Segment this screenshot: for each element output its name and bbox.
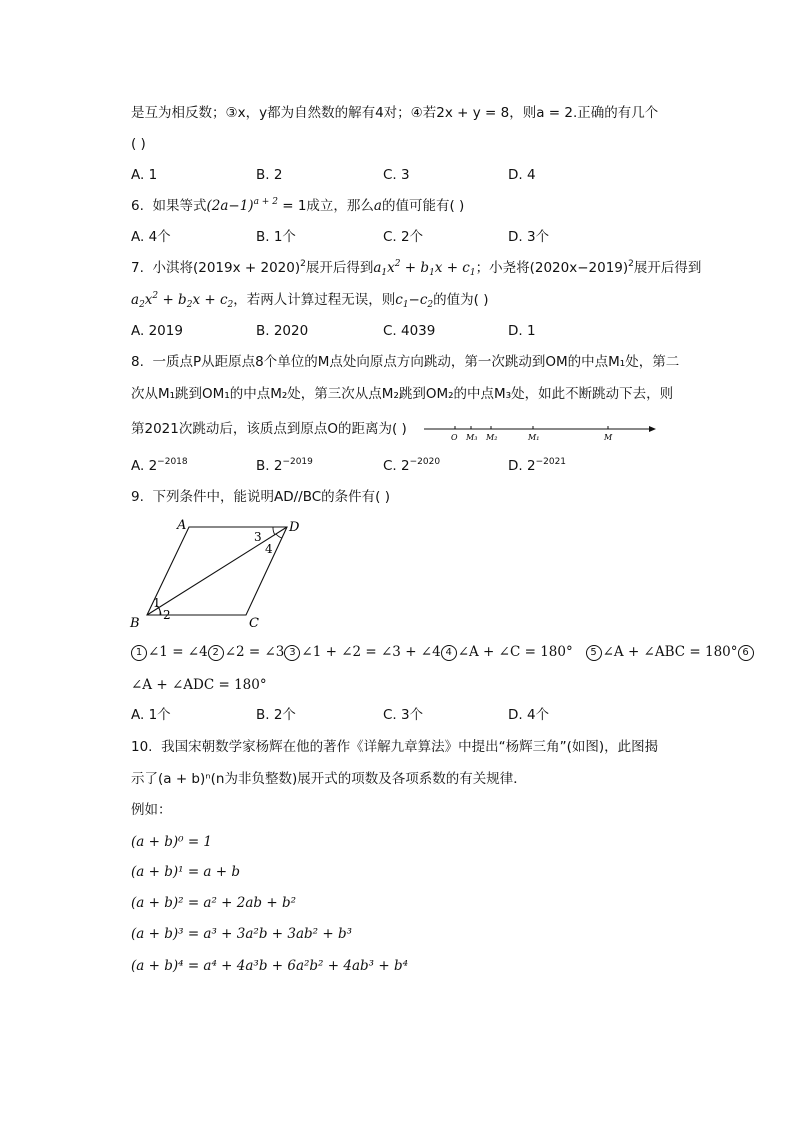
q5-option-c: C. 3 <box>383 167 410 183</box>
angle-2-label: 2 <box>163 608 171 622</box>
q8-option-a-base: A. 2 <box>131 458 158 474</box>
angle-4-label: 4 <box>265 542 273 556</box>
q10-text-line3: 例如： <box>131 802 172 818</box>
q9-option-a: A. 1个 <box>131 707 171 723</box>
q6-text <box>131 196 464 216</box>
condition-6-marker: 6 <box>738 645 754 661</box>
condition-4-text: ∠A + ∠C = 180° <box>457 644 573 660</box>
q7-expr-2: $a_2x^2 + b_2x + c_2$ <box>131 291 234 310</box>
q9-number: 9. <box>131 489 144 505</box>
condition-2-text: ∠2 = ∠3 <box>224 644 285 660</box>
q8-options <box>131 456 691 476</box>
q6-number: 6. <box>131 198 144 214</box>
q5-option-b: B. 2 <box>256 167 283 183</box>
q7-exp-2: 2 <box>628 259 634 269</box>
q10-equation-1: (a + b)¹ = a + b <box>131 864 241 880</box>
q8-option-b <box>256 456 313 476</box>
q7-number: 7. <box>131 260 144 276</box>
q8-text-line2: 次从M₁跳到OM₁的中点M₂处，第三次从点M₂跳到OM₂的中点M₃处，如此不断跳动下去，则 <box>131 386 674 402</box>
vertex-b-label: B <box>130 616 140 631</box>
q9-conditions-line1 <box>131 642 755 662</box>
q6-option-a: A. 4个 <box>131 229 171 245</box>
q9-option-c: C. 3个 <box>383 707 424 723</box>
q7-line1-d: 展开后得到 <box>633 260 702 276</box>
q8-number-line <box>420 420 664 444</box>
condition-1-marker: 1 <box>131 645 147 661</box>
q8-option-b-exp: −2019 <box>282 457 313 467</box>
q9-conditions-line2: ∠A + ∠ADC = 180° <box>131 677 267 693</box>
q7-line1-c: ；小尧将(2020x−2019) <box>475 260 629 276</box>
q8-option-d-base: D. 2 <box>508 458 536 474</box>
q9-question: 下列条件中，能说明AD//BC的条件有( ) <box>152 489 390 505</box>
q5-option-a: A. 1 <box>131 167 158 183</box>
q6-options <box>131 227 691 247</box>
q7-line2-c: 的值为( ) <box>433 292 489 308</box>
q9-text <box>131 487 390 507</box>
q9-parallelogram-figure <box>125 514 310 634</box>
q7-option-c: C. 4039 <box>383 323 436 339</box>
q7-option-a: A. 2019 <box>131 323 183 339</box>
q7-option-b: B. 2020 <box>256 323 309 339</box>
q7-text-line2 <box>131 290 488 310</box>
condition-3-marker: 3 <box>284 645 300 661</box>
q9-option-b: B. 2个 <box>256 707 296 723</box>
q6-text-b: = 1成立，那么 <box>277 198 374 214</box>
q10-equation-4: (a + b)⁴ = a⁴ + 4a³b + 6a²b² + 4ab³ + b⁴ <box>131 958 409 974</box>
q6-exponent: a + 2 <box>253 197 278 207</box>
q6-text-c: 的值可能有( ) <box>381 198 465 214</box>
q10-text-line2: 示了(a + b)ⁿ(n为非负整数)展开式的项数及各项系数的有关规律． <box>131 771 527 787</box>
q9-option-d: D. 4个 <box>508 707 550 723</box>
q8-text-line3: 第2021次跳动后，该质点到原点O的距离为( ) <box>131 421 407 437</box>
q7-options <box>131 321 691 341</box>
q5-text-line2: ( ) <box>131 136 146 152</box>
q10-equation-0: (a + b)⁰ = 1 <box>131 834 213 850</box>
label-m1: M₁ <box>528 433 540 442</box>
q8-text-line1 <box>131 352 679 372</box>
q9-options <box>131 705 691 725</box>
q10-number: 10. <box>131 739 153 755</box>
q8-option-c-exp: −2020 <box>409 457 441 467</box>
number-line-arrow <box>649 426 656 432</box>
angle-4-arc <box>276 534 282 538</box>
q10-line1: 我国宋朝数学家杨辉在他的著作《详解九章算法》中提出“杨辉三角”(如图)，此图揭 <box>161 739 659 755</box>
q10-equation-2: (a + b)² = a² + 2ab + b² <box>131 895 297 911</box>
q8-option-a <box>131 456 188 476</box>
q8-option-d <box>508 456 566 476</box>
q6-var: a <box>373 198 382 214</box>
q8-option-d-exp: −2021 <box>535 457 567 467</box>
label-m: M <box>604 433 613 442</box>
q6-text-a: 如果等式 <box>152 198 207 214</box>
q6-option-b: B. 1个 <box>256 229 296 245</box>
condition-3-text: ∠1 + ∠2 = ∠3 + ∠4 <box>301 644 441 660</box>
label-o: O <box>451 433 458 442</box>
q8-option-c-base: C. 2 <box>383 458 410 474</box>
q5-options <box>131 165 691 185</box>
q7-line1-a: 小淇将(2019x + 2020) <box>152 260 301 276</box>
q5-option-d: D. 4 <box>508 167 536 183</box>
label-m2: M₂ <box>486 433 498 442</box>
label-m3: M₃ <box>466 433 478 442</box>
q7-expr-diff: $c_1-c_2$ <box>395 292 434 310</box>
q8-option-c <box>383 456 440 476</box>
angle-1-label: 1 <box>153 596 161 610</box>
condition-4-marker: 4 <box>441 645 457 661</box>
q8-option-b-base: B. 2 <box>256 458 283 474</box>
q8-number: 8. <box>131 354 144 370</box>
q6-expr: (2a−1) <box>206 198 254 214</box>
vertex-a-label: A <box>177 518 187 533</box>
condition-2-marker: 2 <box>208 645 224 661</box>
q6-option-c: C. 2个 <box>383 229 424 245</box>
q7-text-line1 <box>131 258 701 278</box>
q7-expr-1: $a_1x^2 + b_1x + c_1$ <box>373 259 476 278</box>
angle-3-arc <box>273 527 275 535</box>
q8-option-a-exp: −2018 <box>157 457 188 467</box>
q7-line2-b: ，若两人计算过程无误，则 <box>233 292 396 308</box>
condition-1-text: ∠1 = ∠4 <box>148 644 208 660</box>
condition-5-marker: 5 <box>586 645 602 661</box>
q6-option-d: D. 3个 <box>508 229 550 245</box>
q5-text-line1: 是互为相反数；③x，y都为自然数的解有4对；④若2x + y = 8，则a = 2.正确的有几个 <box>131 105 659 121</box>
q7-exp-1: 2 <box>300 259 306 269</box>
q7-line1-b: 展开后得到 <box>305 260 374 276</box>
angle-3-label: 3 <box>254 530 262 544</box>
vertex-d-label: D <box>289 520 300 535</box>
vertex-c-label: C <box>249 616 259 631</box>
q10-equation-3: (a + b)³ = a³ + 3a²b + 3ab² + b³ <box>131 926 353 942</box>
q7-option-d: D. 1 <box>508 323 536 339</box>
q10-text-line1 <box>131 737 658 757</box>
q8-line1: 一质点P从距原点8个单位的M点处向原点方向跳动，第一次跳动到OM的中点M₁处，第二 <box>152 354 680 370</box>
condition-5-text: ∠A + ∠ABC = 180° <box>602 644 738 660</box>
